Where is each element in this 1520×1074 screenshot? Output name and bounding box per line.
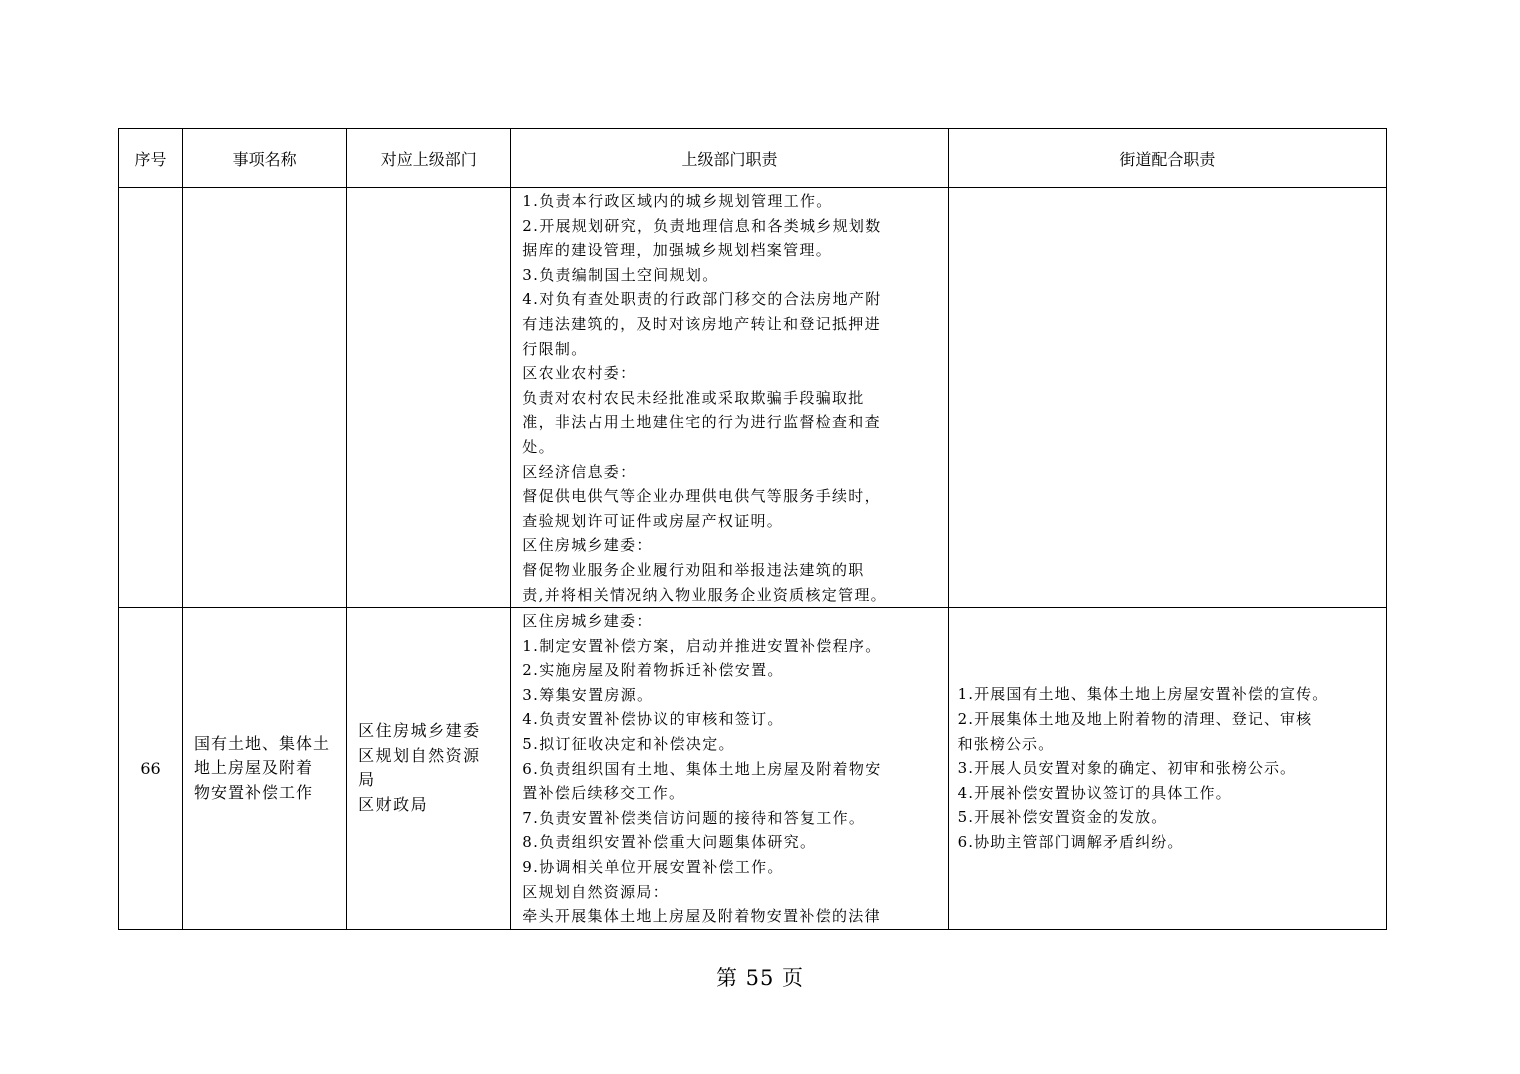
table-row: [119, 608, 1387, 930]
text-line: 7.负责安置补偿类信访问题的接待和答复工作。: [522, 808, 866, 827]
text-line: 局: [358, 770, 376, 790]
text-line: 区规划自然资源: [358, 745, 481, 765]
street-duties-cell: [948, 608, 1386, 930]
text-line: 2.实施房屋及附着物拆迁补偿安置。: [522, 661, 784, 680]
superior-duties-cell: [511, 608, 948, 930]
text-line: 3.筹集安置房源。: [522, 685, 654, 704]
text-line: 3.开展人员安置对象的确定、初审和张榜公示。: [957, 759, 1297, 778]
text-line: 行限制。: [522, 339, 588, 358]
text-line: 区规划自然资源局：: [522, 882, 669, 901]
text-line: 负责对农村农民未经批准或采取欺骗手段骗取批: [522, 388, 865, 407]
text-line: 有违法建筑的，及时对该房地产转让和登记抵押进: [522, 314, 881, 333]
header-seq: 序号: [119, 129, 183, 188]
text-line: 据库的建设管理，加强城乡规划档案管理。: [522, 241, 832, 260]
superior-duties-cell: [511, 188, 948, 608]
text-line: 2.开展规划研究，负责地理信息和各类城乡规划数: [522, 216, 882, 235]
text-line: 2.开展集体土地及地上附着物的清理、登记、审核: [957, 709, 1313, 728]
text-line: 3.负责编制国土空间规划。: [522, 265, 719, 284]
text-line: 区住房城乡建委：: [522, 612, 653, 631]
text-line: 牵头开展集体土地上房屋及附着物安置补偿的法律: [522, 907, 881, 926]
text-line: 准，非法占用土地建住宅的行为进行监督检查和查: [522, 413, 881, 432]
superior-dept-cell: [347, 608, 511, 930]
text-line: 地上房屋及附着: [194, 758, 314, 778]
header-street-duties: 街道配合职责: [948, 129, 1386, 188]
text-line: 区农业农村委：: [522, 364, 637, 383]
text-line: 区财政局: [358, 795, 429, 815]
text-line: 置补偿后续移交工作。: [522, 784, 686, 803]
header-superior-dept: 对应上级部门: [347, 129, 511, 188]
street-duties-cell: [948, 188, 1386, 608]
text-line: 物安置补偿工作: [194, 782, 314, 802]
superior-dept-cell: [347, 188, 511, 608]
text-line: 和张榜公示。: [957, 734, 1055, 753]
header-superior-duties: 上级部门职责: [511, 129, 948, 188]
seq-cell: [119, 188, 183, 608]
text-line: 9.协调相关单位开展安置补偿工作。: [522, 858, 784, 877]
text-line: 5.开展补偿安置资金的发放。: [957, 808, 1168, 827]
table-header-row: [119, 129, 1387, 188]
text-line: 1.制定安置补偿方案，启动并推进安置补偿程序。: [522, 636, 882, 655]
text-line: 区住房城乡建委：: [522, 536, 653, 555]
text-line: 督促供电供气等企业办理供电供气等服务手续时，: [522, 487, 881, 506]
text-line: 4.负责安置补偿协议的审核和签订。: [522, 710, 784, 729]
text-line: 8.负责组织安置补偿重大问题集体研究。: [522, 833, 817, 852]
text-line: 区住房城乡建委: [358, 721, 481, 741]
text-line: 国有土地、集体土: [194, 733, 331, 753]
text-line: 5.拟订征收决定和补偿决定。: [522, 735, 735, 754]
seq-cell: 66: [119, 608, 183, 930]
text-line: 区经济信息委：: [522, 462, 637, 481]
text-line: 督促物业服务企业履行劝阻和举报违法建筑的职: [522, 560, 865, 579]
text-line: 1.负责本行政区域内的城乡规划管理工作。: [522, 192, 833, 210]
text-line: 责,并将相关情况纳入物业服务企业资质核定管理。: [522, 585, 887, 604]
header-item-name: 事项名称: [183, 129, 347, 188]
item-name-cell: [183, 188, 347, 608]
text-line: 4.对负有查处职责的行政部门移交的合法房地产附: [522, 290, 882, 309]
text-line: 查验规划许可证件或房屋产权证明。: [522, 511, 784, 530]
text-line: 处。: [522, 437, 555, 456]
text-line: 6.负责组织国有土地、集体土地上房屋及附着物安: [522, 759, 882, 778]
item-name-cell: [183, 608, 347, 930]
page-number: 第 55 页: [715, 966, 805, 990]
responsibility-table: [118, 128, 1387, 930]
table-row: [119, 188, 1387, 608]
text-line: 4.开展补偿安置协议签订的具体工作。: [957, 783, 1232, 802]
text-line: 6.协助主管部门调解矛盾纠纷。: [957, 832, 1184, 851]
text-line: 1.开展国有土地、集体土地上房屋安置补偿的宣传。: [957, 685, 1329, 704]
